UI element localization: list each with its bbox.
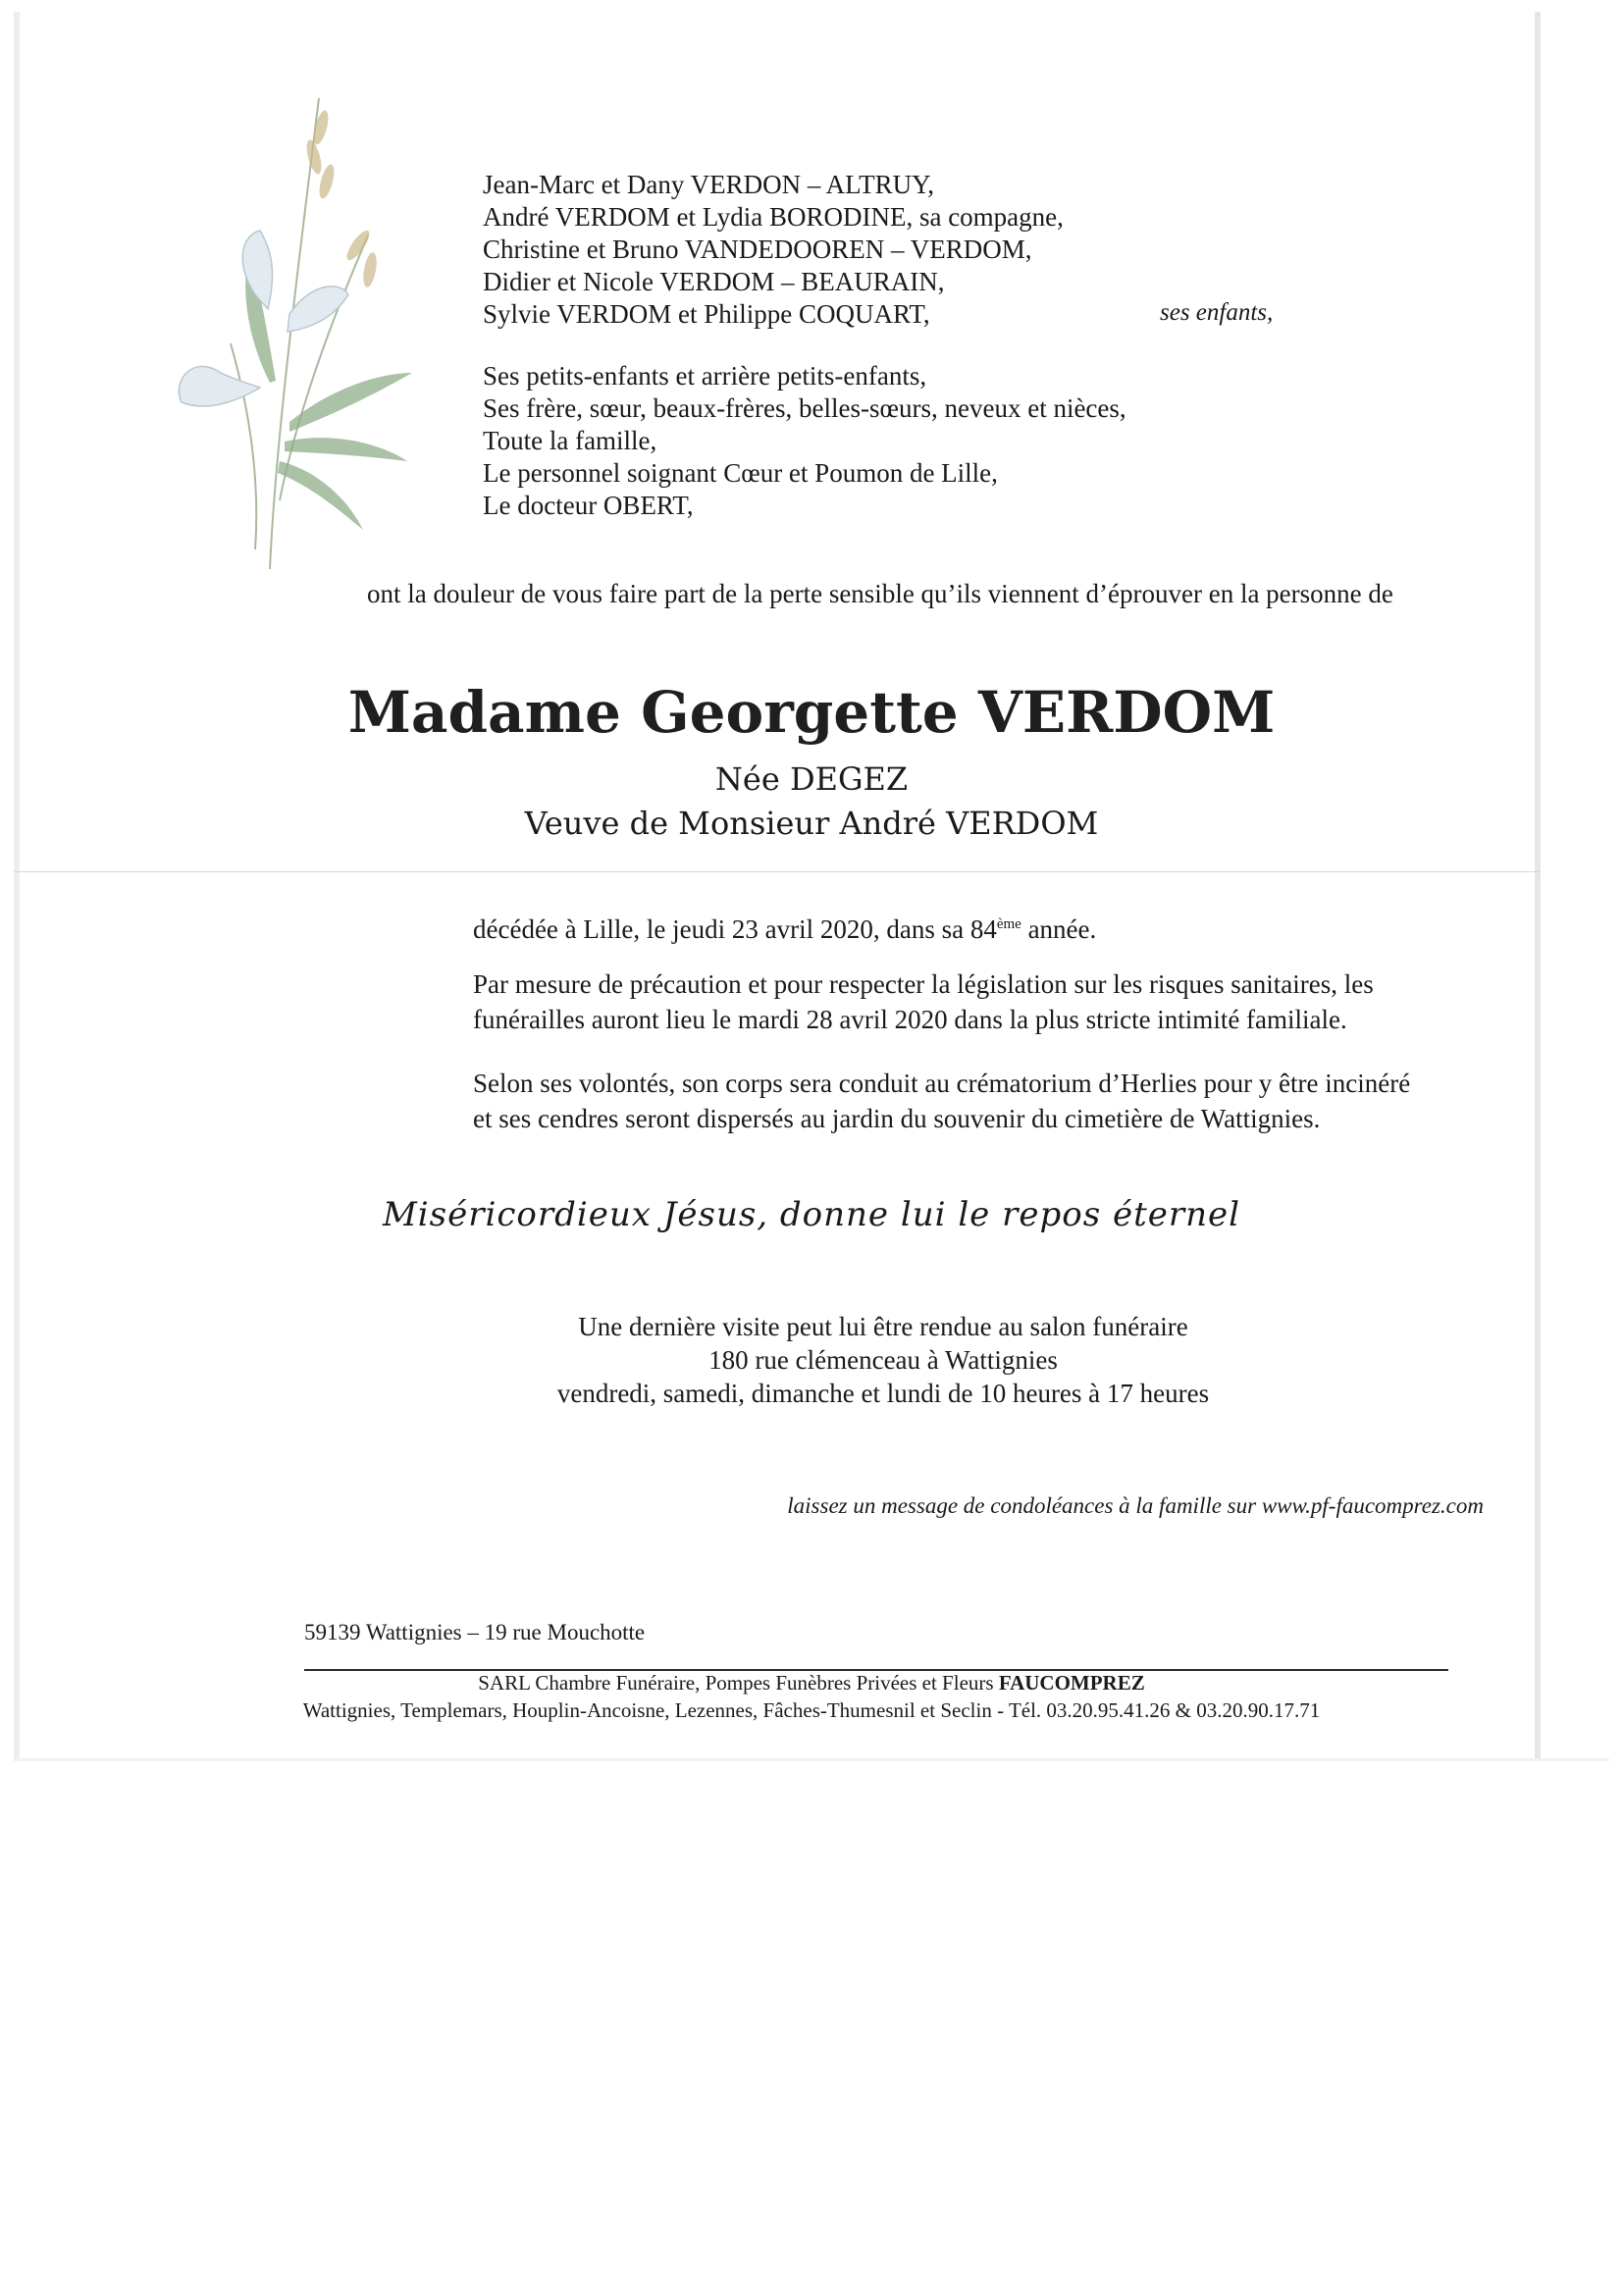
company-prefix: SARL Chambre Funéraire, Pompes Funèbres Privées et Fleurs: [478, 1671, 999, 1695]
family-line-2: André VERDOM et Lydia BORODINE, sa compagne,: [483, 202, 1064, 232]
visit-line-3: vendredi, samedi, dimanche et lundi de 10 heures à 17 heures: [556, 1379, 1210, 1408]
children-role: ses enfants,: [1160, 299, 1274, 326]
death-superscript: ème: [996, 916, 1021, 932]
family-line-3: Christine et Bruno VANDEDOOREN – VERDOM,: [483, 235, 1032, 264]
precaution-line-1: Par mesure de précaution et pour respecter la législation sur les risques sanitaires, les: [473, 969, 1374, 999]
death-details: [473, 907, 1096, 947]
footer-towns-phone: Wattignies, Templemars, Houplin-Ancoisne, Lezennes, Fâches-Thumesnil et Seclin - Tél. 03.20.95.41.26 & 03.20.90.17.71: [302, 1698, 1321, 1722]
company-name: FAUCOMPREZ: [998, 1671, 1145, 1695]
relatives-line-1: Ses petits-enfants et arrière petits-enfants,: [483, 361, 927, 391]
family-line-1: Jean-Marc et Dany VERDON – ALTRUY,: [483, 170, 934, 199]
maiden-name: Née DEGEZ: [714, 760, 909, 798]
announcement-text: ont la douleur de vous faire part de la perte sensible qu’ils viennent d’éprouver en la personne de: [367, 579, 1393, 608]
footer-company: [0, 1671, 1623, 1696]
family-line-4: Didier et Nicole VERDOM – BEAURAIN,: [483, 267, 945, 296]
deceased-name: Madame Georgette VERDOM: [347, 679, 1276, 746]
lily-illustration: [152, 88, 417, 579]
death-text-after: année.: [1021, 914, 1097, 944]
relatives-line-3: Toute la famille,: [483, 426, 657, 455]
wishes-line-2: et ses cendres seront dispersés au jardin du souvenir du cimetière de Wattignies.: [473, 1104, 1321, 1133]
visit-line-1: Une dernière visite peut lui être rendue au salon funéraire: [578, 1312, 1188, 1341]
relatives-line-5: Le docteur OBERT,: [483, 491, 694, 520]
scan-edge-right: [1535, 12, 1541, 1760]
prayer-text: Miséricordieux Jésus, donne lui le repos éternel: [382, 1195, 1241, 1234]
relatives-line-4: Le personnel soignant Cœur et Poumon de Lille,: [483, 458, 998, 488]
footer-address: 59139 Wattignies – 19 rue Mouchotte: [304, 1620, 646, 1644]
family-line-5: Sylvie VERDOM et Philippe COQUART,: [483, 299, 930, 329]
fold-line: [14, 871, 1541, 872]
visit-line-2: 180 rue clémenceau à Wattignies: [708, 1345, 1058, 1375]
scan-bottom-edge: [14, 1758, 1609, 1761]
wishes-line-1: Selon ses volontés, son corps sera conduit au crématorium d’Herlies pour y être incinéré: [473, 1069, 1411, 1098]
scan-edge-left: [14, 12, 20, 1760]
condolences-link-text: laissez un message de condoléances à la famille sur www.pf-faucomprez.com: [787, 1493, 1484, 1518]
relatives-line-2: Ses frère, sœur, beaux-frères, belles-sœurs, neveux et nièces,: [483, 393, 1126, 423]
death-text-before: décédée à Lille, le jeudi 23 avril 2020, dans sa 84: [473, 914, 997, 944]
precaution-line-2: funérailles auront lieu le mardi 28 avril 2020 dans la plus stricte intimité familiale.: [473, 1005, 1347, 1034]
widow-of: Veuve de Monsieur André VERDOM: [524, 805, 1099, 842]
